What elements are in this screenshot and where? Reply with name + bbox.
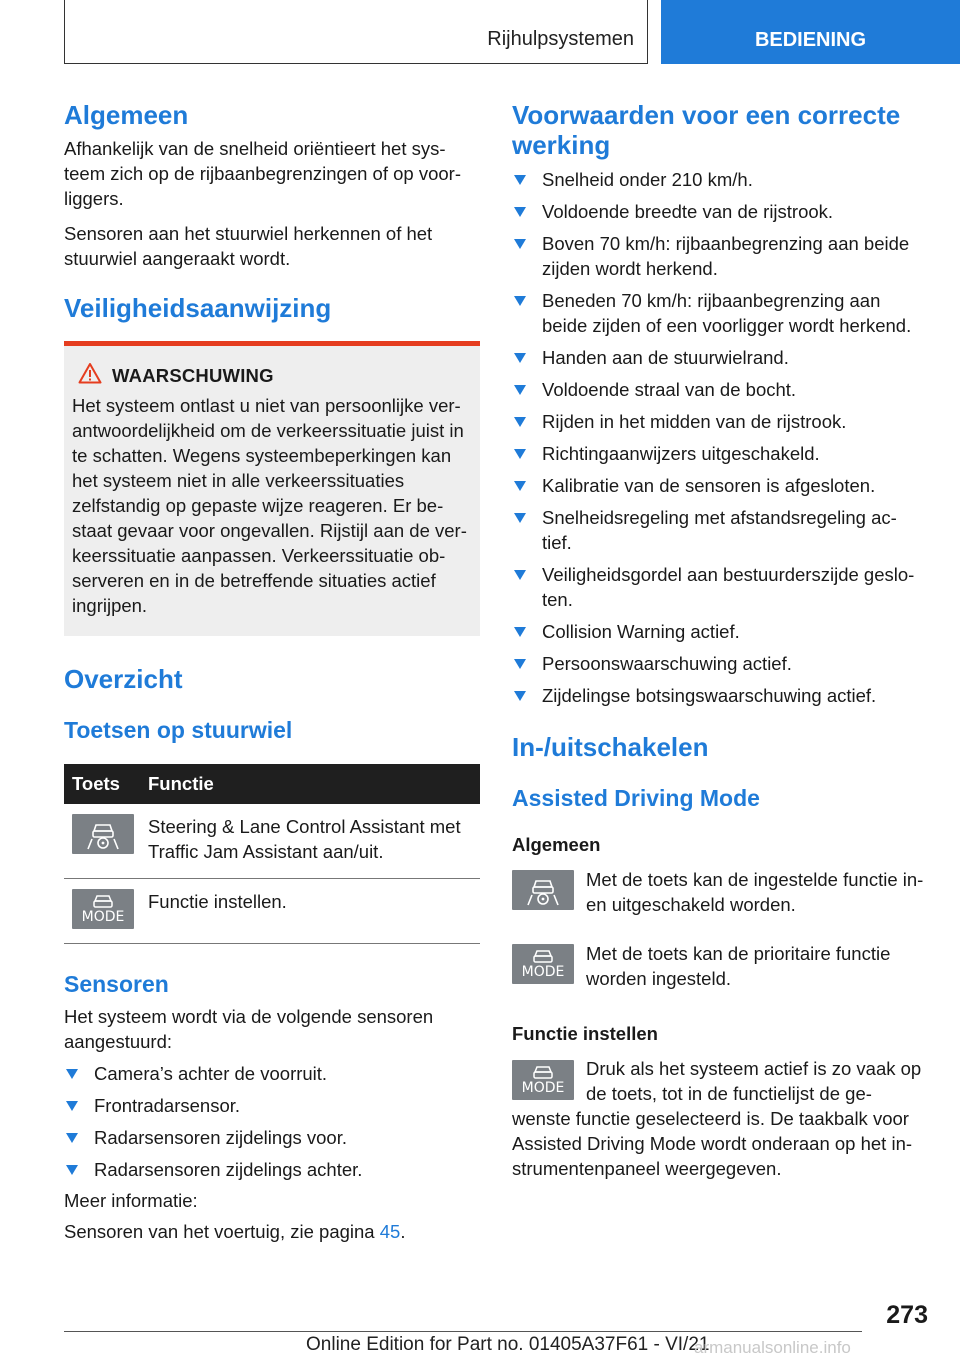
warning-text: Het systeem ontlast u niet van persoonlijke ver‐ antwoordelijkheid om de verkeerssituatie juist in te schatten. Wegens systeembeperkingen kan het systeem niet in alle verkeerssituaties zelfstandig op gepaste wijze reageren. Er be‐ staat gevaar voor ongevallen. Rijstijl aan de ver‐ keerssituatie aanpassen. Verkeerssituatie ob‐ serveren en in de betreffende situaties actief ingrijpen.	[72, 395, 467, 616]
page-number: 273	[886, 1301, 928, 1329]
buttons-table	[64, 764, 480, 944]
key-row-2	[512, 941, 926, 991]
warning-box	[64, 341, 480, 636]
heading-safety: Veiligheidsaanwijzing	[64, 293, 332, 323]
list-item: Veiligheidsgordel aan bestuurderszijde geslo‐ ten.	[512, 562, 926, 612]
key-cell	[64, 879, 140, 944]
mode-button-icon	[72, 889, 134, 929]
function-cell: Functie instellen.	[140, 879, 480, 944]
sensors-intro: Het systeem wordt via de volgende sensoren aangestuurd:	[64, 1006, 434, 1052]
key3-description: Druk als het systeem actief is zo vaak op de toets, tot in de functielijst de ge‐ wenste functie geselecteerd is. De taakbalk voor Assisted Driving Mode wordt onderaan op het in‐ strumentenpaneel weergegeven.	[512, 1058, 922, 1179]
list-item: Snelheid onder 210 km/h.	[512, 167, 926, 192]
list-item: Rijden in het midden van de rijstrook.	[512, 409, 926, 434]
heading-sensors: Sensoren	[64, 971, 169, 997]
list-item: Kalibratie van de sensoren is afgesloten.	[512, 473, 926, 498]
mode-label: MODE	[81, 909, 125, 925]
list-item: Radarsensoren zijdelings achter.	[64, 1157, 480, 1182]
warning-title: WAARSCHUWING	[112, 364, 274, 386]
see-text: Sensoren van het voertuig, zie pagina	[64, 1221, 375, 1242]
function-settings-label: Functie instellen	[512, 1023, 658, 1044]
mode-label: MODE	[521, 964, 565, 980]
key-row-1	[512, 867, 926, 917]
heading-algemeen: Algemeen	[64, 100, 189, 130]
function-cell: Steering & Lane Control Assistant met Traffic Jam Assistant aan/uit.	[140, 804, 480, 879]
footer-divider	[64, 1331, 862, 1332]
warning-triangle-icon	[78, 362, 102, 389]
list-item: Beneden 70 km/h: rijbaanbegrenzing aan beide zijden of een voorligger wordt herkend.	[512, 288, 926, 338]
list-item: Camera’s achter de voorruit.	[64, 1061, 480, 1086]
column-header-key: Toets	[64, 764, 140, 804]
table-row	[64, 804, 480, 879]
steering-assist-button-icon	[512, 870, 574, 910]
see-end: .	[400, 1221, 406, 1242]
list-item: Radarsensoren zijdelings voor.	[64, 1125, 480, 1150]
algemeen-paragraph-1: Afhankelijk van de snelheid oriëntieert het sys‐ teem zich op de rijbaanbegrenzingen of op voor‐ liggers.	[64, 138, 461, 209]
section-title: Rijhulpsystemen	[487, 28, 634, 50]
list-item: Boven 70 km/h: rijbaanbegrenzing aan beide zijden wordt herkend.	[512, 231, 926, 281]
mode-label: MODE	[521, 1080, 565, 1096]
heading-overview: Overzicht	[64, 664, 183, 694]
table-row	[64, 879, 480, 944]
algemeen-paragraph-2: Sensoren aan het stuurwiel herkennen of het stuurwiel aangeraakt wordt.	[64, 223, 433, 269]
steering-assist-button-icon	[72, 814, 134, 854]
heading-adm: Assisted Driving Mode	[512, 785, 760, 811]
list-item: Zijdelingse botsingswaarschuwing actief.	[512, 683, 926, 708]
list-item: Handen aan de stuurwielrand.	[512, 345, 926, 370]
edition-text: Online Edition for Part no. 01405A37F61 - VI/21	[306, 1334, 710, 1355]
mode-button-icon	[512, 944, 574, 984]
more-info-label: Meer informatie:	[64, 1190, 198, 1211]
key2-description: Met de toets kan de prioritaire functie worden ingesteld.	[586, 943, 891, 989]
list-item: Voldoende breedte van de rijstrook.	[512, 199, 926, 224]
watermark: armanualsonline.info	[694, 1338, 851, 1357]
list-item: Richtingaanwijzers uitgeschakeld.	[512, 441, 926, 466]
list-item: Persoonswaarschuwing actief.	[512, 651, 926, 676]
list-item: Snelheidsregeling met afstandsregeling ac‐ tief.	[512, 505, 926, 555]
see-reference	[64, 1219, 480, 1244]
list-item: Frontradarsensor.	[64, 1093, 480, 1118]
conditions-list	[512, 167, 926, 708]
sensor-list	[64, 1061, 480, 1182]
key-cell	[64, 804, 140, 879]
chapter-tab: BEDIENING	[661, 0, 960, 64]
table-header-row	[64, 764, 480, 804]
column-header-function: Functie	[140, 764, 480, 804]
warning-header	[78, 362, 472, 389]
page-link[interactable]: 45	[379, 1221, 401, 1242]
left-column	[64, 100, 480, 1244]
heading-buttons: Toetsen op stuurwiel	[64, 717, 293, 743]
key-row-3	[512, 1056, 926, 1181]
general-label: Algemeen	[512, 834, 601, 855]
mode-button-icon	[512, 1060, 574, 1100]
list-item: Voldoende straal van de bocht.	[512, 377, 926, 402]
list-item: Collision Warning actief.	[512, 619, 926, 644]
key1-description: Met de toets kan de ingestelde functie in- en uitgeschakeld worden.	[586, 869, 924, 915]
heading-conditions: Voorwaarden voor een correcte werking	[512, 100, 901, 160]
right-column	[512, 100, 926, 1181]
heading-onoff: In-/uitschakelen	[512, 732, 709, 762]
